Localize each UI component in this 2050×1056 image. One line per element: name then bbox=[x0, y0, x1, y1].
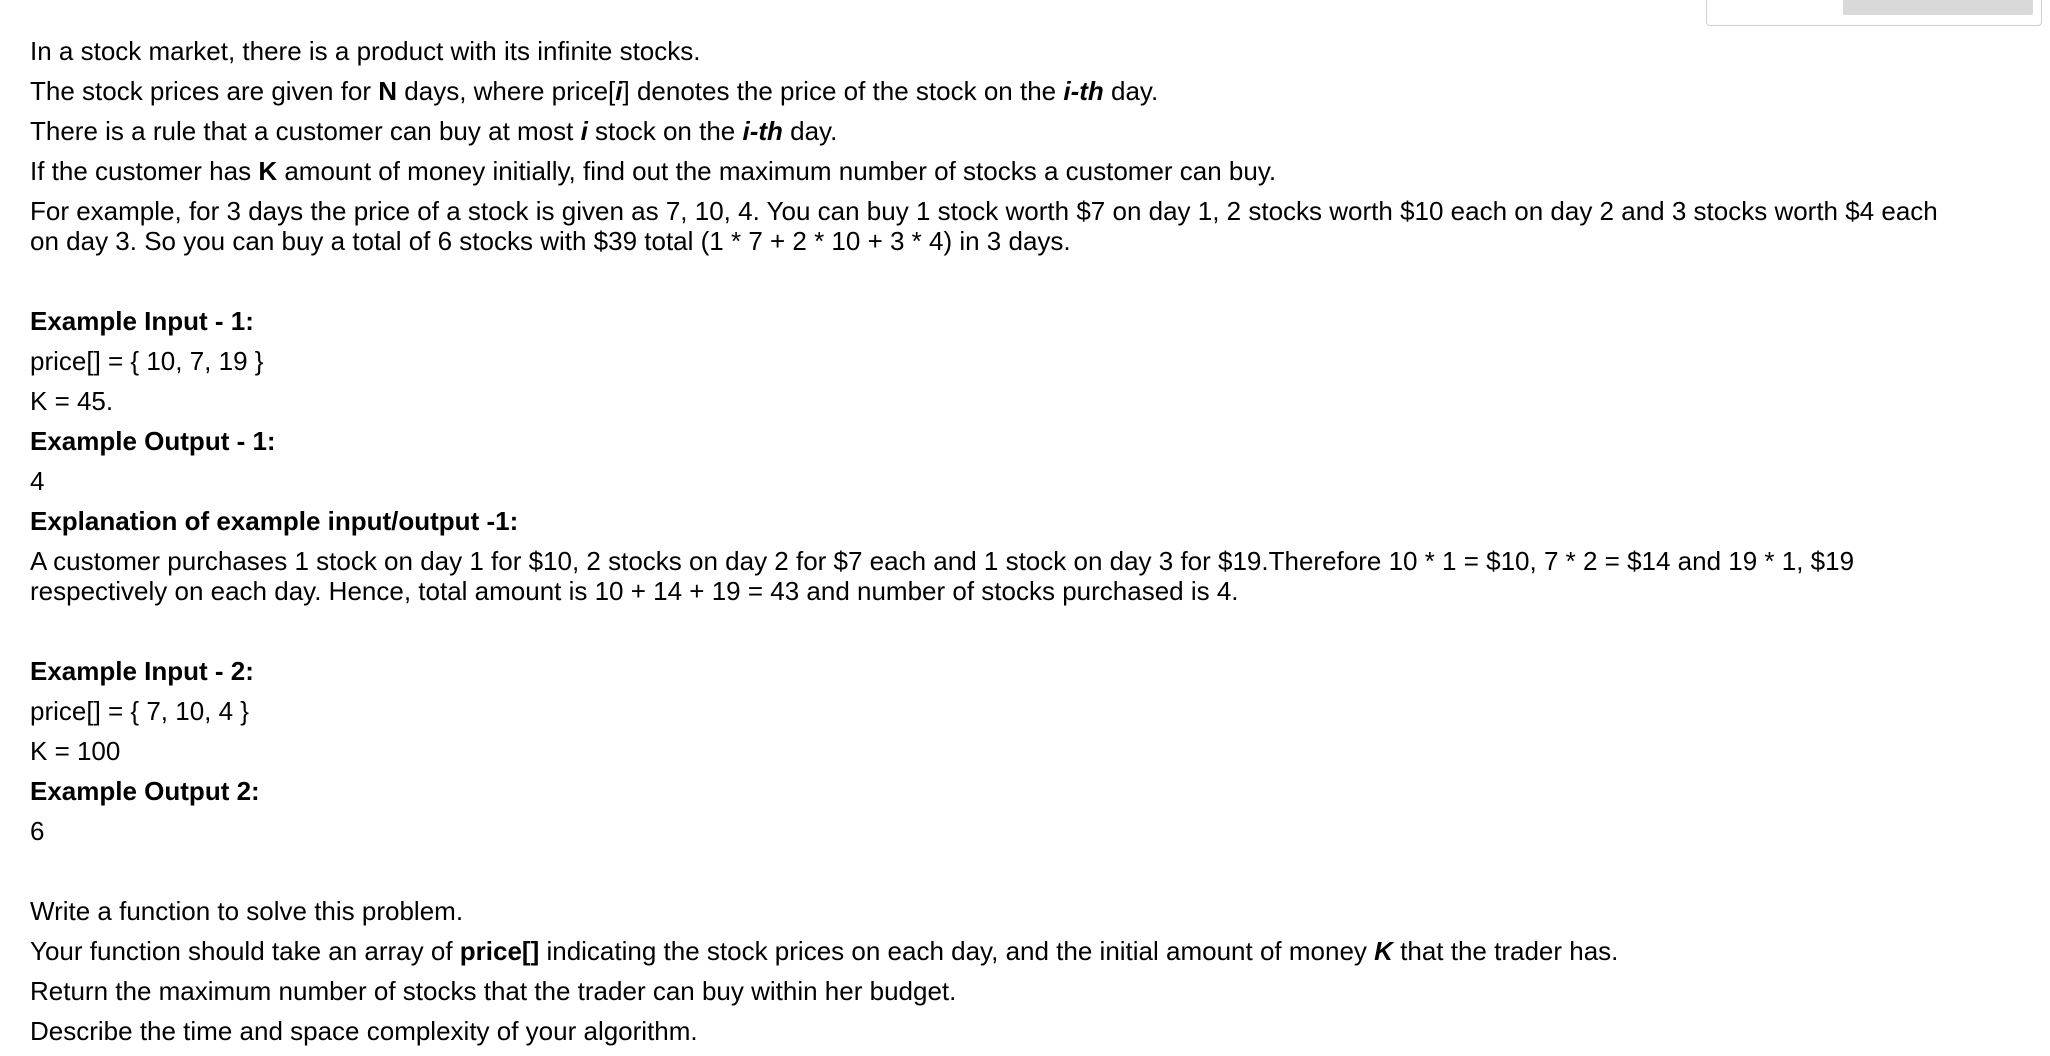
text-segment: If the customer has bbox=[30, 156, 259, 186]
example-1-k: K = 45. bbox=[30, 386, 114, 416]
top-right-panel-bar bbox=[1843, 0, 2033, 15]
i-symbol: i bbox=[615, 76, 623, 106]
top-right-panel bbox=[1706, 0, 2042, 26]
intro-line-1: In a stock market, there is a product with its infinite stocks. bbox=[30, 36, 701, 66]
paragraph-row: respectively on each day. Hence, total amount is 10 + 14 + 19 = 43 and number of stocks purchased is 4. bbox=[30, 576, 1239, 606]
n-symbol: N bbox=[378, 76, 398, 106]
example-1-price: price[] = { 10, 7, 19 } bbox=[30, 346, 264, 376]
task-line-3: Return the maximum number of stocks that the trader can buy within her budget. bbox=[30, 976, 957, 1006]
paragraph-row: on day 3. So you can buy a total of 6 stocks with $39 total (1 * 7 + 2 * 10 + 3 * 4) in 3 days. bbox=[30, 226, 1071, 256]
text-segment: day. bbox=[782, 116, 838, 146]
example-1-output-heading: Example Output - 1: bbox=[30, 426, 276, 456]
example-1-output: 4 bbox=[30, 466, 45, 496]
k-symbol: K bbox=[258, 156, 278, 186]
task-line-2 bbox=[30, 936, 2020, 966]
k-symbol: K bbox=[1374, 936, 1393, 966]
text-segment: ] denotes the price of the stock on the bbox=[622, 76, 1064, 106]
text-segment: stock on the bbox=[587, 116, 743, 146]
example-1-input-heading: Example Input - 1: bbox=[30, 306, 254, 336]
example-1-explanation-heading: Explanation of example input/output -1: bbox=[30, 506, 519, 536]
text-segment: There is a rule that a customer can buy at most bbox=[30, 116, 581, 146]
text-segment: The stock prices are given for bbox=[30, 76, 379, 106]
intro-line-3 bbox=[30, 116, 2020, 146]
text-segment: days, where price[ bbox=[397, 76, 616, 106]
intro-line-2 bbox=[30, 76, 2020, 106]
text-segment: day. bbox=[1103, 76, 1159, 106]
intro-line-4 bbox=[30, 156, 2020, 186]
task-line-4: Describe the time and space complexity of your algorithm. bbox=[30, 1016, 698, 1046]
example-2-output-heading: Example Output 2: bbox=[30, 776, 260, 806]
text-segment: that the trader has. bbox=[1392, 936, 1619, 966]
problem-statement bbox=[30, 36, 2020, 1056]
example-2-price: price[] = { 7, 10, 4 } bbox=[30, 696, 249, 726]
example-1-explanation bbox=[30, 546, 2020, 606]
example-2-input-heading: Example Input - 2: bbox=[30, 656, 254, 686]
task-line-1: Write a function to solve this problem. bbox=[30, 896, 464, 926]
text-segment: indicating the stock prices on each day, and the initial amount of money bbox=[539, 936, 1375, 966]
ith-symbol: i-th bbox=[742, 116, 783, 146]
example-2-output: 6 bbox=[30, 816, 45, 846]
intro-example-paragraph bbox=[30, 196, 2020, 256]
text-segment: amount of money initially, find out the maximum number of stocks a customer can buy. bbox=[277, 156, 1277, 186]
text-segment: Your function should take an array of bbox=[30, 936, 460, 966]
ith-symbol: i-th bbox=[1063, 76, 1104, 106]
example-2-k: K = 100 bbox=[30, 736, 121, 766]
paragraph-row: For example, for 3 days the price of a stock is given as 7, 10, 4. You can buy 1 stock worth $7 on day 1, 2 stocks worth $10 each on day 2 and 3 stocks worth $4 each bbox=[30, 196, 1938, 226]
paragraph-row: A customer purchases 1 stock on day 1 for $10, 2 stocks on day 2 for $7 each and 1 stock on day 3 for $19.Therefore 10 * 1 = $10, 7 * 2 = $14 and 19 * 1, $19 bbox=[30, 546, 1855, 576]
i-symbol: i bbox=[580, 116, 588, 146]
price-symbol: price[] bbox=[459, 936, 540, 966]
